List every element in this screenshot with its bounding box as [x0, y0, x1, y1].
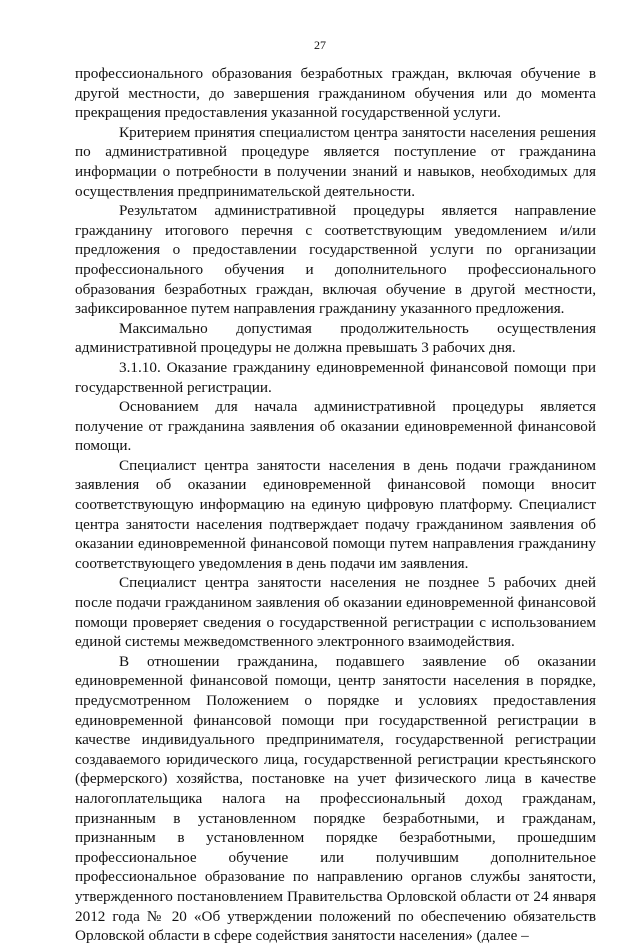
paragraph: Специалист центра занятости населения не позднее 5 рабочих дней после подачи гражданином заявления об оказании единовременной финансовой помощи проверяет сведения о государственной регистрации с использованием единой системы межведомственного электронного взаимодействия. [75, 574, 596, 651]
paragraph: Основанием для начала административной процедуры является получение от гражданина заявления об оказании единовременной финансовой помощи. [75, 398, 596, 455]
paragraph: Результатом административной процедуры является направление гражданину итогового перечня с соответствующим уведомлением и/или предложения о предоставлении государственной услуги по организации профессионального обучения и дополнительного профессионального образования безработных граждан, включая обучение в другой местности, зафиксированное путем направления гражданину указанного предложения. [75, 202, 596, 318]
paragraph: Специалист центра занятости населения в день подачи гражданином заявления об оказании единовременной финансовой помощи вносит соответствующую информацию на единую цифровую платформу. Специалист центра занятости населения подтверждает подачу гражданином заявления об оказании единовременной финансовой помощи путем направления гражданину соответствующего уведомления в день подачи им заявления. [75, 456, 596, 572]
paragraph: В отношении гражданина, подавшего заявление об оказании единовременной финансовой помощи, центр занятости населения в порядке, предусмотренном Положением о порядке и условиях предоставления единовременной финансовой помощи при государственной регистрации в качестве индивидуального предпринимателя, государственной регистрации создаваемого юридического лица, государственной регистрации крестьянского (фермерского) хозяйства, постановке на учет физического лица в качестве налогоплательщика налога на профессиональный доход гражданам, признанным в установленном порядке безработными, и гражданам, признанным в установленном порядке безработными, прошедшим профессиональное обучение или получившим дополнительное профессиональное образование по направлению органов службы занятости, утвержденного постановлением Правительства Орловской области от 24 января 2012 года № 20 «Об утверждении положений по обеспечению обязательств Орловской области в сфере содействия занятости населения» (далее – [75, 652, 596, 945]
section-heading: 3.1.10. Оказание гражданину единовременной финансовой помощи при государственной регистрации. [75, 358, 596, 396]
paragraph: профессионального образования безработных граждан, включая обучение в другой местности, до завершения гражданином обучения или до момента прекращения предоставления указанной государственной услуги. [75, 65, 596, 122]
paragraph: Максимально допустимая продолжительность осуществления административной процедуры не должна превышать 3 рабочих дня. [75, 319, 596, 357]
page-number: 27 [314, 38, 326, 52]
paragraph: Критерием принятия специалистом центра занятости населения решения по административной процедуре является поступление от гражданина информации о потребности в получении знаний и навыков, необходимых для осуществления предпринимательской деятельности. [75, 123, 596, 200]
